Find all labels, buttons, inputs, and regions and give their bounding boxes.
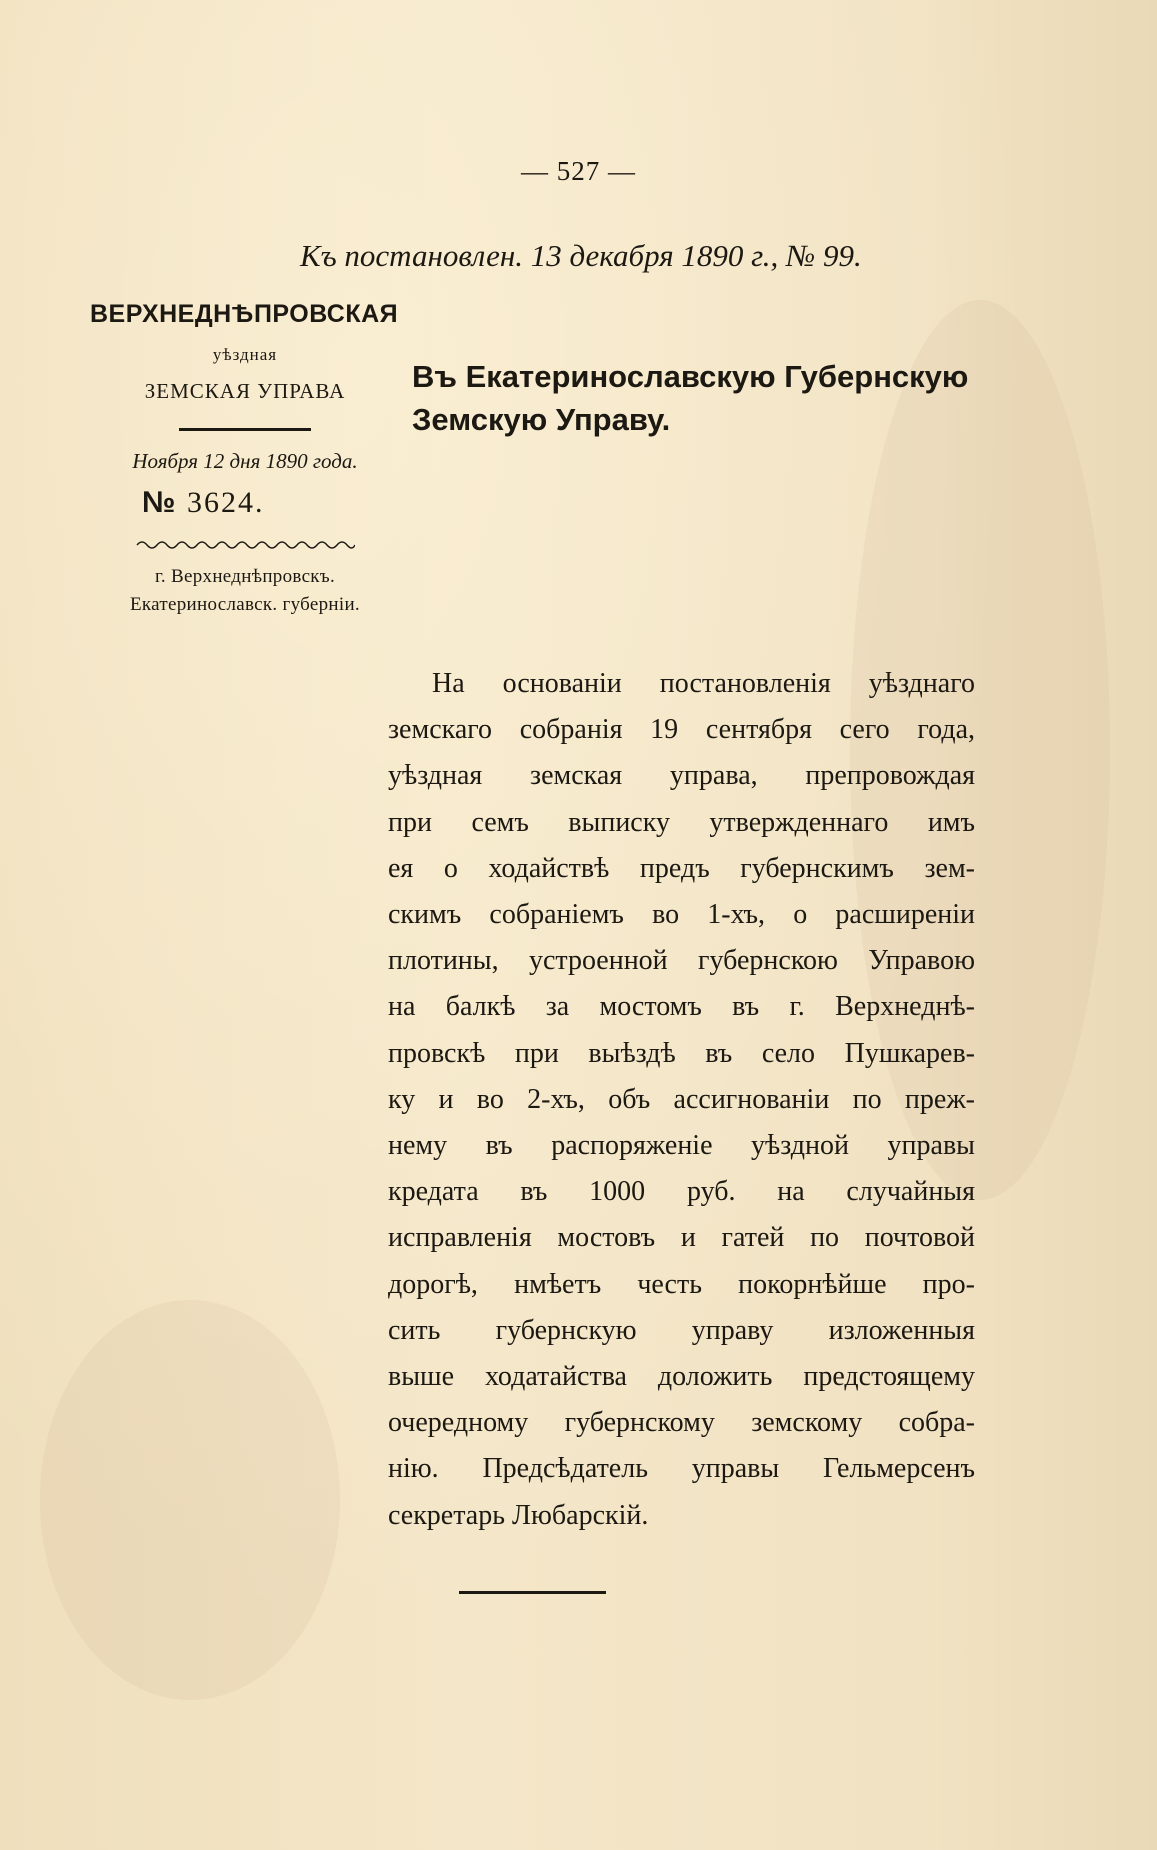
body-line: секретарь Любарскій. xyxy=(388,1499,649,1531)
letter-date: Ноября 12 дня 1890 года. xyxy=(132,449,358,473)
resolution-reference: Къ постановлен. 13 декабря 1890 г., № 99. xyxy=(300,238,862,273)
number-value: 3624. xyxy=(186,486,265,519)
sender-subtitle-1: уѣздная xyxy=(212,345,278,364)
body-line: дорогѣ, нмѣетъ честь покорнѣйше про- xyxy=(388,1268,975,1300)
body-line: выше ходатайства доложить предстоящему xyxy=(388,1361,975,1393)
body-line: кредата въ 1000 руб. на случайныя xyxy=(388,1176,975,1208)
letter-body xyxy=(388,661,975,1539)
sender-block xyxy=(90,300,400,616)
body-line: скимъ собраніемъ во 1-хъ, о расширеніи xyxy=(388,899,975,931)
body-line: ку и во 2-хъ, объ ассигнованіи по преж- xyxy=(388,1083,975,1115)
paper-stain xyxy=(40,1300,340,1700)
body-line: На основаніи постановленія уѣзднаго xyxy=(432,668,975,699)
body-line: при семъ выписку утвержденнаго имъ xyxy=(388,806,975,838)
body-line: нему въ распоряженіе уѣздной управы xyxy=(388,1130,975,1162)
body-line: сить губернскую управу изложенныя xyxy=(388,1314,975,1346)
addressee-line-2: Земскую Управу. xyxy=(412,402,671,437)
body-line: уѣздная земская управа, препровождая xyxy=(388,760,975,792)
body-line: плотины, устроенной губернскою Управою xyxy=(388,945,975,977)
body-line: провскѣ при выѣздѣ въ село Пушкарев- xyxy=(388,1037,975,1069)
wavy-ornament xyxy=(135,538,355,552)
sender-subtitle-2: ЗЕМСКАЯ УПРАВА xyxy=(144,379,346,403)
number-sign: № xyxy=(142,486,178,519)
body-line: земскаго собранія 19 сентября сего года, xyxy=(388,714,975,746)
addressee-line-1: Въ Екатеринославскую Губернскую xyxy=(412,359,969,394)
body-line: исправленія мостовъ и гатей по почтовой xyxy=(388,1222,975,1254)
addressee xyxy=(412,355,992,441)
sender-province: Екатеринославск. губерніи. xyxy=(130,594,360,615)
closing-rule xyxy=(459,1591,606,1594)
page-number: — 527 — xyxy=(521,156,636,186)
body-line: нію. Предсѣдатель управы Гельмерсенъ xyxy=(388,1453,975,1485)
divider-rule xyxy=(179,428,311,431)
body-line: на балкѣ за мостомъ въ г. Верхнеднѣ- xyxy=(388,991,975,1023)
letter-number xyxy=(90,486,400,520)
body-line: ея о ходайствѣ предъ губернскимъ зем- xyxy=(388,852,975,884)
sender-city: г. Верхнеднѣпровскъ. xyxy=(154,566,336,587)
body-line: очередному губернскому земскому собра- xyxy=(388,1407,975,1439)
sender-organization: ВЕРХНЕДНѢПРОВСКАЯ xyxy=(90,300,399,328)
